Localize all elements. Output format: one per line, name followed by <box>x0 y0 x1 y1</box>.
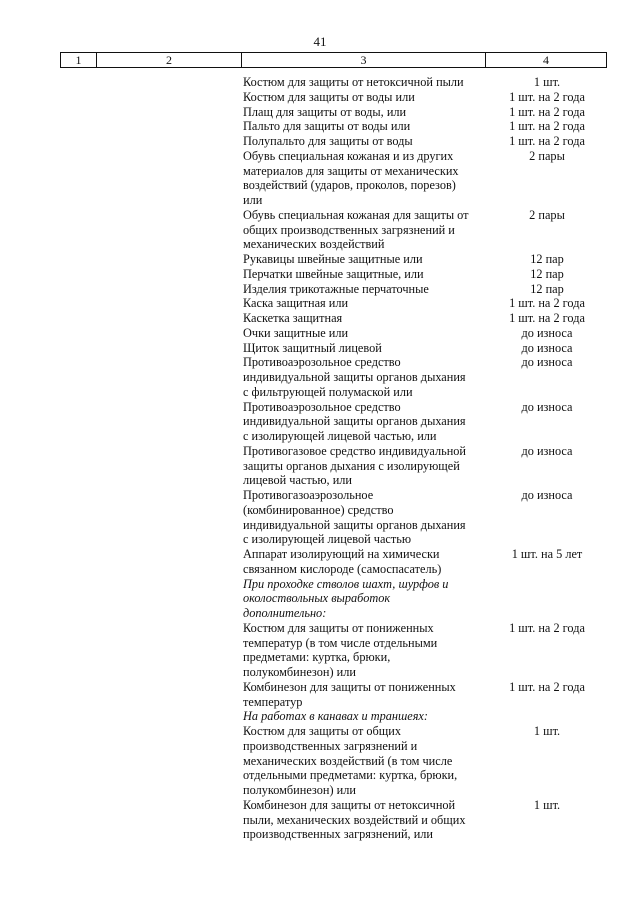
item-name-line: отдельными предметами: куртка, брюки, <box>243 768 458 783</box>
item-name-line: Костюм для защиты от воды или <box>243 89 415 104</box>
item-name-line: полукомбинезон) или <box>243 783 356 797</box>
item-name <box>243 547 486 577</box>
item-name <box>243 709 486 724</box>
table-row <box>243 444 608 488</box>
table-row <box>243 208 608 252</box>
item-name-line: защиты органов дыхания с изолирующей <box>243 458 460 473</box>
item-name-line: предметами: куртка, брюки, <box>243 650 391 665</box>
item-quantity: 12 пар <box>530 252 564 266</box>
item-name <box>243 75 486 90</box>
item-name-line: с изолирующей лицевой частью <box>243 532 412 547</box>
page-number: 41 <box>313 34 327 49</box>
item-quantity: 1 шт. <box>533 797 561 812</box>
item-name-line: Щиток защитный лицевой <box>243 340 382 355</box>
item-name-line: На работах в канавах и траншеях: <box>243 709 428 724</box>
item-name <box>243 680 486 710</box>
item-name-line: Комбинезон для защиты от пониженных <box>243 679 456 694</box>
table-row <box>243 90 608 105</box>
table-row <box>243 75 608 90</box>
table-row <box>243 355 608 399</box>
item-name-line: индивидуальной защиты органов дыхания <box>243 414 466 429</box>
item-name <box>243 488 486 547</box>
item-name-line: температур (в том числе отдельными <box>243 635 438 650</box>
table-row <box>243 267 608 282</box>
item-quantity: 12 пар <box>530 266 564 281</box>
item-name <box>243 326 486 341</box>
item-name-line: Рукавицы швейные защитные или <box>243 252 423 266</box>
table-row <box>243 119 608 134</box>
item-name-line: Противоаэрозольное средство <box>243 399 401 414</box>
item-name-line: Каскетка защитная <box>243 311 343 325</box>
item-name <box>243 149 486 208</box>
item-name-line: Пальто для защиты от воды или <box>243 119 411 134</box>
table-row <box>243 134 608 149</box>
item-quantity: до износа <box>521 399 573 414</box>
item-quantity: до износа <box>521 443 573 458</box>
item-name-line: Плащ для защиты от воды, или <box>243 104 407 119</box>
item-name-line: производственных загрязнений, или <box>243 827 434 842</box>
table-row <box>243 326 608 341</box>
item-name <box>243 267 486 282</box>
item-quantity: до износа <box>521 340 573 355</box>
item-quantity: 2 пары <box>529 207 565 222</box>
item-name-line: Очки защитные или <box>243 325 349 340</box>
item-name-line: При проходке стволов шахт, шурфов и <box>243 576 449 591</box>
item-quantity: 1 шт. на 2 года <box>509 620 585 635</box>
item-name-line: общих производственных загрязнений и <box>243 222 455 237</box>
item-name-line: (комбинированное) средство <box>243 502 394 517</box>
table-row <box>243 400 608 444</box>
table-row <box>243 724 608 798</box>
item-quantity: 1 шт. на 2 года <box>509 119 585 134</box>
item-quantity: 1 шт. на 5 лет <box>511 547 583 561</box>
item-name-line: механических воздействий <box>243 237 385 252</box>
item-name-line: производственных загрязнений и <box>243 738 418 753</box>
item-quantity: 1 шт. на 2 года <box>509 296 585 311</box>
item-name-line: индивидуальной защиты органов дыхания <box>243 517 466 532</box>
item-quantity: 12 пар <box>530 281 564 296</box>
item-name <box>243 296 486 311</box>
item-quantity: 1 шт. <box>533 724 561 738</box>
item-quantity: до износа <box>521 325 573 340</box>
table-row <box>243 311 608 326</box>
item-quantity: 1 шт. <box>533 75 561 89</box>
table-row <box>243 680 608 710</box>
item-quantity: 2 пары <box>529 148 565 163</box>
item-quantity: до износа <box>521 355 573 370</box>
item-name-line: Костюм для защиты от пониженных <box>243 620 434 635</box>
table-row <box>243 547 608 577</box>
header-col-3: 3 <box>242 53 486 68</box>
item-name-line: Перчатки швейные защитные, или <box>243 266 424 281</box>
section-heading-row <box>243 709 608 724</box>
item-name-line: дополнительно: <box>243 606 327 620</box>
item-name-line: Костюм для защиты от общих <box>243 724 401 738</box>
item-name-line: с фильтрующей полумаской или <box>243 384 413 399</box>
item-name <box>243 724 486 798</box>
item-name-line: Обувь специальная кожаная для защиты от <box>243 207 469 222</box>
header-row <box>61 53 607 68</box>
item-name-line: Противоаэрозольное средство <box>243 355 401 370</box>
item-quantity: 1 шт. на 2 года <box>509 134 585 148</box>
table-row <box>243 252 608 267</box>
item-quantity: 1 шт. на 2 года <box>509 679 585 694</box>
item-name-line: с изолирующей лицевой частью, или <box>243 429 437 443</box>
item-name-line: или <box>243 193 263 207</box>
item-name-line: околоствольных выработок <box>243 591 391 606</box>
item-name-line: Костюм для защиты от нетоксичной пыли <box>243 75 464 89</box>
table-row <box>243 488 608 547</box>
item-name-line: Противогазовое средство индивидуальной <box>243 443 467 458</box>
item-name <box>243 444 486 488</box>
item-name-line: температур <box>243 694 303 709</box>
item-name <box>243 400 486 444</box>
item-name-line: лицевой частью, или <box>243 473 352 488</box>
item-quantity <box>486 709 608 724</box>
item-name <box>243 621 486 680</box>
item-name-line: Комбинезон для защиты от нетоксичной <box>243 797 456 812</box>
table-body <box>243 75 608 842</box>
table-row <box>243 341 608 356</box>
item-name <box>243 311 486 326</box>
section-heading-row <box>243 577 608 621</box>
item-quantity: до износа <box>521 488 573 502</box>
item-name-line: полукомбинезон) или <box>243 665 356 679</box>
item-name-line: связанном кислороде (самоспасатель) <box>243 561 442 576</box>
item-name <box>243 577 486 621</box>
item-name <box>243 134 486 149</box>
item-name-line: пыли, механических воздействий и общих <box>243 812 466 827</box>
item-quantity <box>486 577 608 621</box>
item-name-line: Аппарат изолирующий на химически <box>243 547 440 561</box>
header-col-2: 2 <box>97 53 242 68</box>
table-row <box>243 149 608 208</box>
table-row <box>243 282 608 297</box>
item-name <box>243 341 486 356</box>
item-name <box>243 252 486 267</box>
item-name <box>243 90 486 105</box>
table-row <box>243 105 608 120</box>
item-name <box>243 208 486 252</box>
item-name <box>243 798 486 842</box>
item-quantity: 1 шт. на 2 года <box>509 311 585 325</box>
header-col-1: 1 <box>61 53 97 68</box>
item-name-line: Обувь специальная кожаная и из других <box>243 148 454 163</box>
item-name <box>243 119 486 134</box>
item-name <box>243 355 486 399</box>
item-quantity: 1 шт. на 2 года <box>509 104 585 119</box>
item-quantity: 1 шт. на 2 года <box>509 89 585 104</box>
item-name-line: воздействий (ударов, проколов, порезов) <box>243 178 456 193</box>
item-name-line: Изделия трикотажные перчаточные <box>243 281 429 296</box>
header-col-4: 4 <box>486 53 607 68</box>
item-name <box>243 282 486 297</box>
table-row <box>243 798 608 842</box>
table-row <box>243 621 608 680</box>
item-name-line: Полупальто для защиты от воды <box>243 134 413 148</box>
item-name-line: индивидуальной защиты органов дыхания <box>243 370 466 384</box>
item-name-line: материалов для защиты от механических <box>243 163 459 178</box>
item-name-line: Каска защитная или <box>243 296 349 311</box>
item-name <box>243 105 486 120</box>
item-name-line: Противогазоаэрозольное <box>243 488 374 502</box>
item-name-line: механических воздействий (в том числе <box>243 753 453 768</box>
column-header-table <box>60 52 607 68</box>
table-row <box>243 296 608 311</box>
